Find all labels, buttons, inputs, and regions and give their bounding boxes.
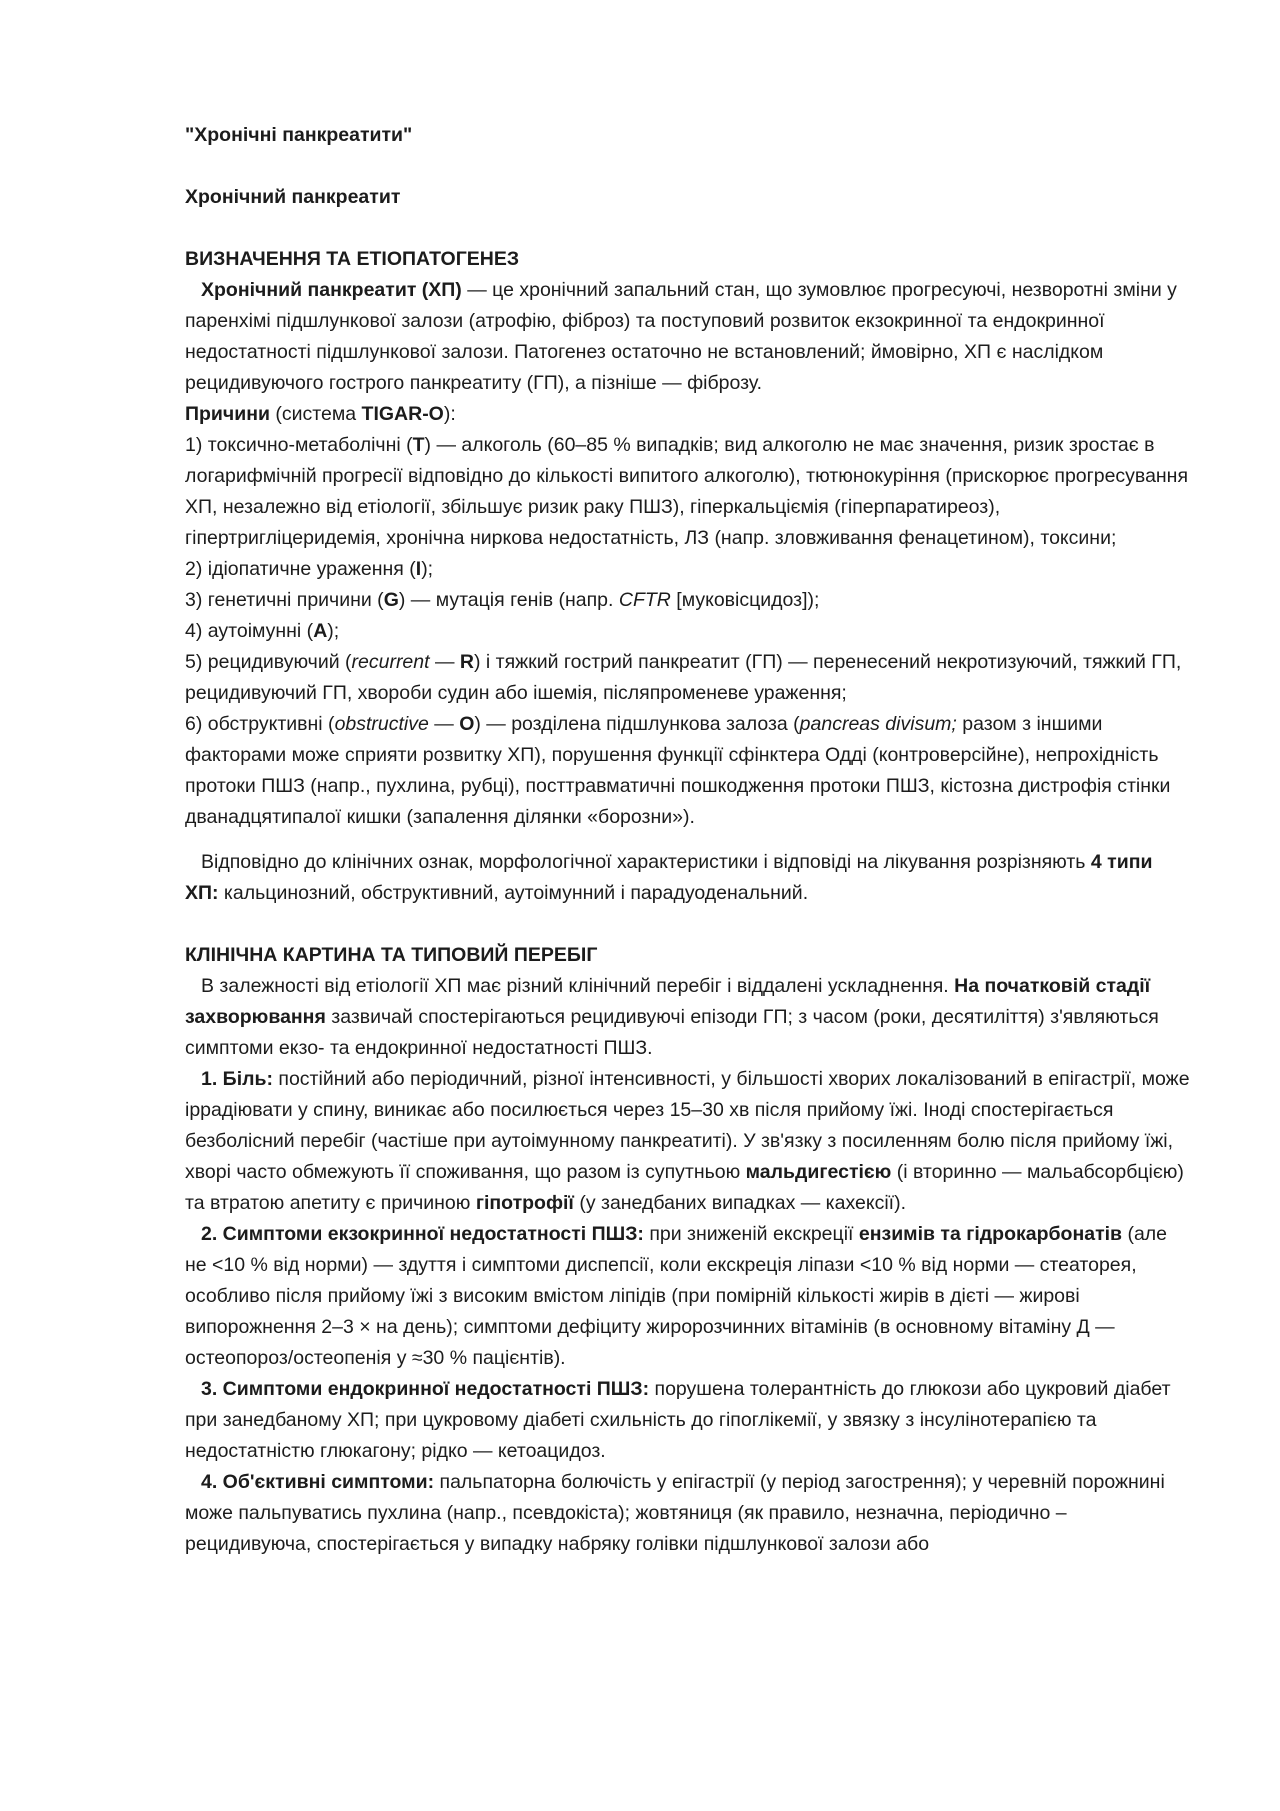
symptom-objective — [185, 1467, 1190, 1560]
symptom-text: пальпаторна болючість у епігастрії (у період загострення); у черевній порожнині може пальпуватись пухлина (напр., псевдокіста); жовтяниця (як правило, незначна, періодично – рецидивуюча, спостерігається у випадку набряку голівки підшлункової залози або — [185, 1471, 1165, 1555]
cause-item-toxic — [185, 430, 1190, 554]
cause-text: ); — [327, 620, 340, 642]
cause-text: 5) рецидивуючий ( — [185, 651, 352, 673]
cause-letter: I — [415, 558, 422, 580]
causes-label — [185, 399, 1190, 430]
clinical-intro-emphasis: На початковій стадії захворювання — [185, 975, 1151, 1028]
clinical-intro-text: зазвичай спостерігаються рецидивуючі епізоди ГП; з часом (роки, десятиліття) з'являються симптоми екзо- та ендокринної недостатності ПШЗ. — [185, 1006, 1159, 1059]
definition-paragraph — [185, 275, 1190, 399]
cause-letter: R — [459, 651, 474, 673]
gene-name: CFTR — [618, 589, 671, 611]
definition-text: — це хронічний запальний стан, що зумовлює прогресуючі, незворотні зміни у паренхімі підшлункової залози (атрофію, фіброз) та поступовий розвиток екзокринної та ендокринної недостатності підшлункової залози. Патогенез остаточно не встановлений; ймовірно, ХП є наслідком рецидивуючого гострого панкреатиту (ГП), а пізніше — фіброзу. — [185, 279, 1177, 394]
cause-item-autoimmune — [185, 616, 1190, 647]
causes-paren-close: ): — [443, 403, 456, 425]
cause-item-genetic — [185, 585, 1190, 616]
cause-text: — — [429, 651, 460, 673]
symptom-text: (у занедбаних випадках — кахексії). — [573, 1192, 907, 1214]
clinical-intro-paragraph — [185, 971, 1190, 1064]
cause-text: 4) аутоімунні ( — [185, 620, 314, 642]
symptom-heading: 2. Симптоми екзокринної недостатності ПШЗ: — [201, 1223, 644, 1245]
cause-letter: G — [383, 589, 399, 611]
section-heading-clinical: КЛІНІЧНА КАРТИНА ТА ТИПОВИЙ ПЕРЕБІГ — [185, 944, 598, 966]
cause-term-latin: obstructive — [334, 713, 429, 735]
cause-letter: O — [459, 713, 475, 735]
symptom-text: при зниженій екскреції — [643, 1223, 859, 1245]
cause-text: ); — [421, 558, 434, 580]
cause-text: ) — розділена підшлункова залоза ( — [474, 713, 800, 735]
cause-term-latin: recurrent — [351, 651, 430, 673]
document-subtitle: Хронічний панкреатит — [185, 186, 401, 208]
cause-text: 1) токсично-метаболічні ( — [185, 434, 413, 456]
symptom-emphasis: ензимів та гідрокарбонатів — [858, 1223, 1123, 1245]
section-heading-definition: ВИЗНАЧЕННЯ ТА ЕТІОПАТОГЕНЕЗ — [185, 248, 520, 270]
cause-text: ) — алкоголь (60–85 % випадків; вид алкоголю не має значення, ризик зростає в логарифмічній прогресії відповідно до кількості випитого алкоголю), тютюнокуріння (прискорює прогресування ХП, незалежно від етіології, збільшує ризик раку ПШЗ), гіперкальціємія (гіперпаратиреоз), гіпертригліцеридемія, хронічна ниркова недостатність, ЛЗ (напр. зловживання фенацетином), токсини; — [185, 434, 1189, 549]
cause-item-idiopathic — [185, 554, 1190, 585]
cause-text: 2) ідіопатичне ураження ( — [185, 558, 416, 580]
cause-text: [муковісцидоз]); — [670, 589, 820, 611]
causes-title: Причини — [185, 403, 270, 425]
symptom-emphasis: мальдигестією — [745, 1161, 892, 1183]
symptom-endocrine — [185, 1374, 1190, 1467]
cause-term-latin: pancreas divisum; — [799, 713, 957, 735]
cause-item-obstructive — [185, 709, 1190, 833]
types-text: Відповідно до клінічних ознак, морфологічної характеристики і відповіді на лікування розрізняють — [201, 851, 1091, 873]
symptom-heading: 4. Об'єктивні симптоми: — [201, 1471, 435, 1493]
definition-term: Хронічний панкреатит (ХП) — [201, 279, 462, 301]
cause-text: ) — мутація генів (напр. — [398, 589, 619, 611]
symptom-text: (і вторинно — мальабсорбцією) та втратою апетиту є причиною — [185, 1161, 1184, 1214]
symptom-text: постійний або періодичний, різної інтенсивності, у більшості хворих локалізований в епігастрії, може іррадіювати у спину, виникає або посилюється через 15–30 хв після прийому їжі. Іноді спостерігається безболісний перебіг (частіше при аутоімунному панкреатиті). У зв'язку з посиленням болю після прийому їжі, хворі часто обмежують її споживання, що разом із супутньою — [185, 1068, 1190, 1183]
cause-text: 3) генетичні причини ( — [185, 589, 384, 611]
types-text: кальцинозний, обструктивний, аутоімунний і парадуоденальний. — [218, 882, 809, 904]
cause-text: разом з іншими факторами може сприяти розвитку ХП), порушення функції сфінктера Одді (контроверсійне), непрохідність протоки ПШЗ (напр., пухлина, рубці), посттравматичні пошкодження протоки ПШЗ, кістозна дистрофія стінки дванадцятипалої кишки (запалення ділянки «борозни»). — [185, 713, 1171, 828]
symptom-pain — [185, 1064, 1190, 1219]
causes-system-name: TIGAR-O — [361, 403, 444, 425]
symptom-emphasis: гіпотрофії — [475, 1192, 574, 1214]
cause-letter: A — [313, 620, 328, 642]
symptom-text: (але не <10 % від норми) — здуття і симптоми диспепсії, коли екскреція ліпази <10 % від норми — стеаторея, особливо після прийому їжі з високим вмістом ліпідів (при помірній кількості жирів в дієті — жирові випорожнення 2–3 × на день); симптоми дефіциту жиророзчинних вітамінів (в основному вітаміну Д — остеопороз/остеопенія у ≈30 % пацієнтів). — [185, 1223, 1168, 1369]
symptom-heading: 1. Біль: — [201, 1068, 273, 1090]
causes-paren-open: (система — [270, 403, 362, 425]
types-paragraph — [185, 847, 1190, 909]
symptom-text: порушена толерантність до глюкози або цукровий діабет при занедбаному ХП; при цукровому діабеті схильність до гіпоглікемії, у звязку з інсулінотерапією та недостатністю глюкагону; рідко — кетоацидоз. — [185, 1378, 1171, 1462]
cause-item-recurrent — [185, 647, 1190, 709]
cause-text: — — [428, 713, 460, 735]
document-title: "Хронічні панкреатити" — [185, 124, 413, 146]
cause-text: ) і тяжкий гострий панкреатит (ГП) — перенесений некротизуючий, тяжкий ГП, рецидивуючий ГП, хвороби судин або ішемія, післяпроменеве ураження; — [185, 651, 1182, 704]
symptom-exocrine — [185, 1219, 1190, 1374]
types-count: 4 типи ХП: — [185, 851, 1153, 904]
cause-letter: T — [412, 434, 425, 456]
symptom-heading: 3. Симптоми ендокринної недостатності ПШЗ: — [201, 1378, 650, 1400]
cause-text: 6) обструктивні ( — [185, 713, 335, 735]
clinical-intro-text: В залежності від етіології ХП має різний клінічний перебіг і віддалені ускладнення. — [201, 975, 955, 997]
